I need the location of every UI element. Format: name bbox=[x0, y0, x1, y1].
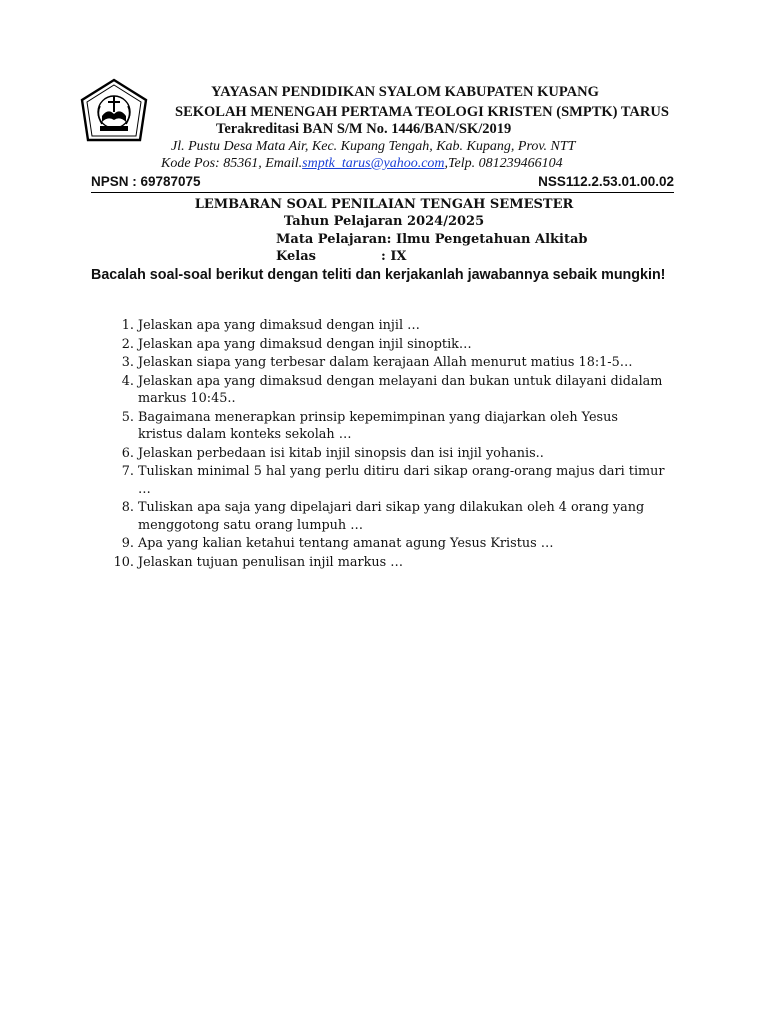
question-text: Jelaskan siapa yang terbesar dalam kerajaan Allah menurut matius 18:1-5… bbox=[138, 355, 633, 371]
phone-text: ,Telp. 081239466104 bbox=[444, 156, 563, 171]
question-text: Jelaskan tujuan penulisan injil markus … bbox=[138, 554, 404, 570]
question-text: Jelaskan apa yang dimaksud dengan injil sinoptik… bbox=[138, 336, 472, 352]
npsn: NPSN : 69787075 bbox=[91, 174, 201, 189]
question-item bbox=[106, 535, 666, 552]
question-list bbox=[106, 317, 666, 573]
class-row bbox=[276, 249, 407, 264]
question-text: Tuliskan apa saja yang dipelajari dari sikap yang dilakukan oleh 4 orang yang menggotong satu orang lumpuh … bbox=[138, 500, 645, 533]
exam-title: LEMBARAN SOAL PENILAIAN TENGAH SEMESTER bbox=[194, 197, 574, 212]
question-item bbox=[106, 445, 666, 462]
question-item bbox=[106, 499, 666, 534]
question-number: 5. bbox=[121, 409, 134, 425]
question-number: 2. bbox=[121, 336, 134, 352]
class-label: Kelas bbox=[276, 249, 316, 264]
question-text: Jelaskan perbedaan isi kitab injil sinopsis dan isi injil yohanis.. bbox=[138, 445, 544, 461]
postal-code-label: Kode Pos: 85361, Email. bbox=[161, 156, 303, 171]
accreditation: Terakreditasi BAN S/M No. 1446/BAN/SK/2019 bbox=[216, 121, 512, 137]
header-divider bbox=[91, 192, 674, 193]
school-id-line bbox=[91, 174, 674, 192]
question-item bbox=[106, 463, 666, 498]
question-number: 9. bbox=[121, 536, 134, 552]
question-text: Bagaimana menerapkan prinsip kepemimpinan yang diajarkan oleh Yesus kristus dalam konteks sekolah … bbox=[138, 409, 618, 443]
question-text: Tuliskan minimal 5 hal yang perlu ditiru dari sikap orang-orang majus dari timur … bbox=[138, 464, 665, 497]
question-item bbox=[106, 317, 666, 334]
class-value: : IX bbox=[381, 249, 407, 264]
subject: Mata Pelajaran: Ilmu Pengetahuan Alkitab bbox=[276, 232, 588, 247]
question-item bbox=[106, 373, 666, 408]
question-text: Jelaskan apa yang dimaksud dengan injil … bbox=[138, 318, 420, 333]
nss: NSS112.2.53.01.00.02 bbox=[538, 174, 674, 189]
instruction: Bacalah soal-soal berikut dengan teliti dan kerjakanlah jawabannya sebaik mungkin! bbox=[91, 267, 666, 283]
school-contact bbox=[161, 156, 768, 172]
question-number: 1. bbox=[121, 318, 134, 333]
question-item bbox=[106, 336, 666, 353]
school-name: SEKOLAH MENENGAH PERTAMA TEOLOGI KRISTEN (SMPTK) TARUS bbox=[175, 104, 669, 120]
question-item bbox=[106, 554, 666, 571]
question-text: Apa yang kalian ketahui tentang amanat agung Yesus Kristus … bbox=[138, 536, 554, 552]
question-number: 3. bbox=[121, 355, 134, 371]
question-text: Jelaskan apa yang dimaksud dengan melayani dan bukan untuk dilayani didalam markus 10:45.. bbox=[138, 373, 663, 407]
question-item bbox=[106, 409, 666, 444]
email-link[interactable]: smptk_tarus@yahoo.com bbox=[302, 156, 445, 171]
school-year: Tahun Pelajaran 2024/2025 bbox=[283, 214, 485, 229]
foundation-name: YAYASAN PENDIDIKAN SYALOM KABUPATEN KUPANG bbox=[211, 84, 599, 100]
question-number: 7. bbox=[121, 464, 134, 480]
school-address: Jl. Pustu Desa Mata Air, Kec. Kupang Tengah, Kab. Kupang, Prov. NTT bbox=[171, 139, 576, 154]
question-number: 4. bbox=[121, 373, 134, 389]
question-number: 8. bbox=[121, 500, 134, 516]
question-number: 10. bbox=[113, 554, 134, 570]
question-number: 6. bbox=[121, 445, 134, 461]
question-item bbox=[106, 354, 666, 371]
